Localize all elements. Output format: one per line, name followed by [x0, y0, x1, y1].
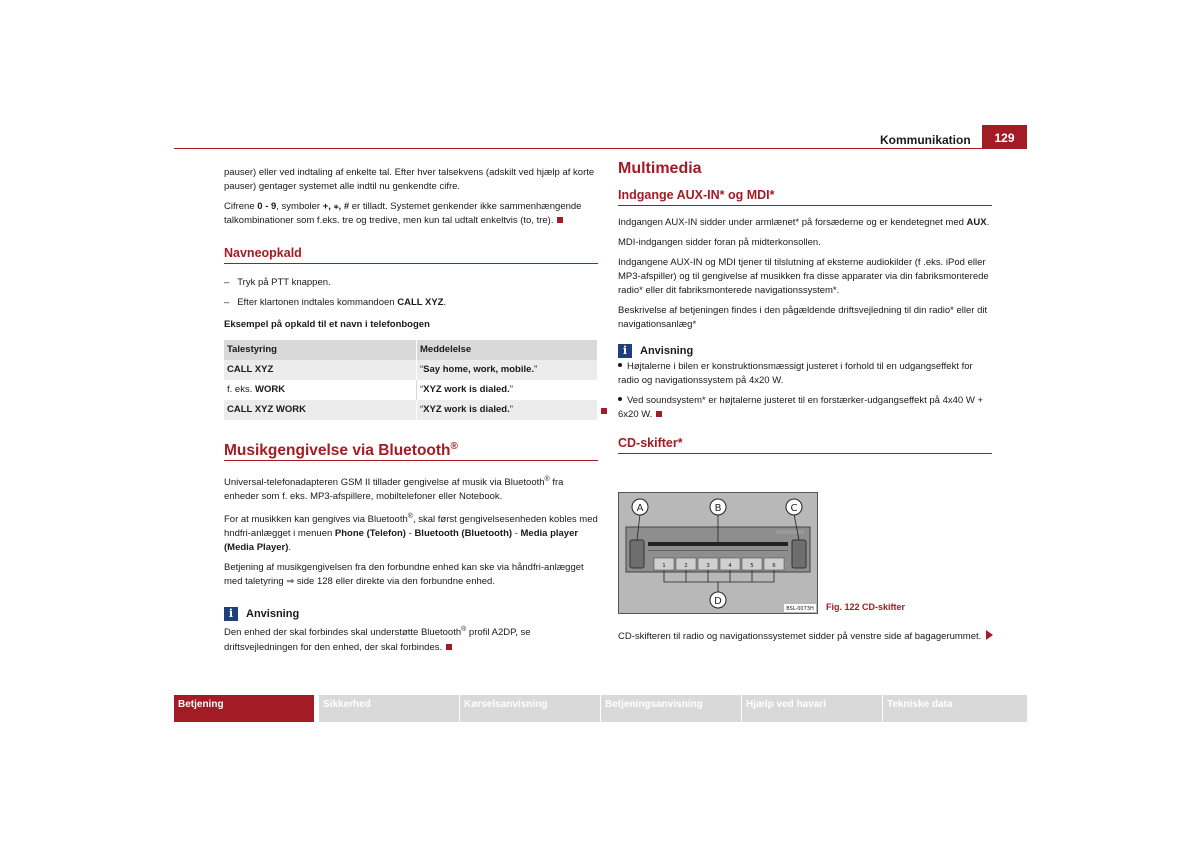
- note-bullet-2: Ved soundsystem* er højtalerne justeret til en forstærker-udgangseffekt på 4x40 W + 6x20 W.: [618, 395, 983, 420]
- table-row: f. eks. WORK “XYZ work is dialed.”: [224, 380, 597, 400]
- bluetooth-paragraph-3: Betjening af musikgengivelsen fra den forbundne enhed kan ske via håndfri-anlægget med taletyring ⇒ side 128 eller direkte via den forbundne enhed.: [224, 562, 584, 588]
- continue-arrow-icon: [986, 630, 993, 640]
- bluetooth-paragraph-1: Universal-telefonadapteren GSM II tillader gengivelse af musik via Bluetooth® fra enheder som f. eks. MP3-afspillere, mobiltelefoner eller Notebook.: [224, 476, 564, 503]
- note-bullet-1: Højtalerne i bilen er konstruktionsmæssigt justeret i forhold til en udgangseffekt for radio og navigationssystem på 4x20 W.: [618, 361, 973, 386]
- aux-heading: Indgange AUX-IN* og MDI*: [618, 188, 992, 206]
- slot-number: 4: [728, 563, 732, 569]
- multimedia-heading: Multimedia: [618, 160, 702, 177]
- intro-paragraph: pauser) eller ved indtaling af enkelte tal. Efter hver talsekvens (adskilt ved hjælp af korte pauser) gentager systemet alle indtil nu genkendte cifre.: [224, 167, 595, 192]
- figure-code: BSL-0073H: [786, 606, 814, 612]
- tab-sikkerhed[interactable]: Sikkerhed: [319, 695, 459, 722]
- note-heading: i Anvisning: [618, 344, 992, 358]
- end-mark-icon: [656, 411, 662, 417]
- slot-number: 2: [684, 563, 688, 569]
- table-row: CALL XYZ WORK “XYZ work is dialed.”: [224, 400, 597, 420]
- bullet-icon: [618, 397, 622, 401]
- page-number: 129: [982, 125, 1027, 149]
- info-icon: i: [618, 344, 632, 358]
- tab-hjaelp-ved-havari[interactable]: Hjælp ved havari: [742, 695, 882, 722]
- table-row: CALL XYZ “Say home, work, mobile.”: [224, 360, 597, 380]
- left-column: [224, 166, 598, 661]
- aux-paragraph-4: Beskrivelse af betjeningen findes i den pågældende driftsvejledning til din radio* eller dit navigationsanlæg*: [618, 305, 988, 330]
- info-icon: i: [224, 607, 238, 621]
- end-mark-icon: [601, 408, 607, 414]
- end-mark-icon: [557, 217, 563, 223]
- tab-betjeningsanvisning[interactable]: Betjeningsanvisning: [601, 695, 741, 722]
- aux-paragraph-2: MDI-indgangen sidder foran på midterkonsollen.: [618, 237, 821, 248]
- cd-paragraph: CD-skifteren til radio og navigationssystemet sidder på venstre side af bagagerummet.: [618, 630, 1008, 644]
- header-rule: [174, 148, 1027, 149]
- bluetooth-heading: Musikgengivelse via Bluetooth®: [224, 440, 598, 461]
- cd-changer-figure: [618, 492, 818, 614]
- callout-label: C: [790, 503, 798, 514]
- digits-paragraph: Cifrene 0 - 9, symboler +, ⁎, # er tilladt. Systemet genkender ikke sammenhængende talkombinationer som f.eks. tre og tredive, men kun tal udtalt enkeltvis (to, tre).: [224, 201, 582, 226]
- chapter-tabs: [174, 695, 1027, 722]
- table-header-cell: Talestyring: [224, 340, 417, 360]
- step-item: – Tryk på PTT knappen.: [224, 277, 331, 288]
- tab-betjening[interactable]: Betjening: [174, 695, 314, 722]
- step-item: – Efter klartonen indtales kommandoen CALL XYZ.: [224, 297, 447, 308]
- bullet-icon: [618, 363, 622, 367]
- tab-tekniske-data[interactable]: Tekniske data: [883, 695, 1027, 722]
- callout-label: A: [636, 503, 644, 514]
- running-header-title: Kommunikation: [880, 133, 971, 147]
- phonebook-example-table: [224, 340, 597, 420]
- note-text: Den enhed der skal forbindes skal understøtte Bluetooth® profil A2DP, se driftsvejledningen for den enhed, der skal forbindes.: [224, 626, 531, 653]
- bluetooth-paragraph-2: For at musikken kan gengives via Bluetooth®, skal først gengivelsesenheden kobles med hndfri-anlægget i menuen Phone (Telefon) - Bluetooth (Bluetooth) - Media player (Media Player).: [224, 513, 598, 554]
- slot-number: 6: [772, 563, 776, 569]
- navneopkald-heading: Navneopkald: [224, 246, 598, 264]
- slot-number: 1: [662, 563, 666, 569]
- callout-label: D: [714, 596, 722, 607]
- callout-label: B: [714, 503, 722, 514]
- note-heading: i Anvisning: [224, 607, 598, 621]
- aux-paragraph-3: Indgangene AUX-IN og MDI tjener til tilslutning af eksterne audiokilder (f .eks. iPod eller MP3-afspiller) og til gengivelse af musikken fra disse apparater via din fabriksmonterede radio* eller dit fabriksmonterede navigationssystem*.: [618, 257, 989, 296]
- steps-list: [224, 276, 598, 310]
- aux-paragraph-1: Indgangen AUX-IN sidder under armlænet* på forsæderne og er kendetegnet med AUX.: [618, 217, 990, 228]
- figure-caption: Fig. 122 CD-skifter: [826, 602, 906, 612]
- end-mark-icon: [446, 644, 452, 650]
- cd-changer-illustration: [618, 492, 818, 614]
- slot-number: 5: [750, 563, 754, 569]
- table-title: Eksempel på opkald til et navn i telefonbogen: [224, 319, 430, 330]
- slot-number: 3: [706, 563, 710, 569]
- cd-heading: CD-skifter*: [618, 436, 992, 454]
- right-column: [618, 162, 992, 454]
- table-header-row: [224, 340, 597, 360]
- table-header-cell: Meddelelse: [417, 340, 598, 360]
- tab-korselsanvisning[interactable]: Kørselsanvisning: [460, 695, 600, 722]
